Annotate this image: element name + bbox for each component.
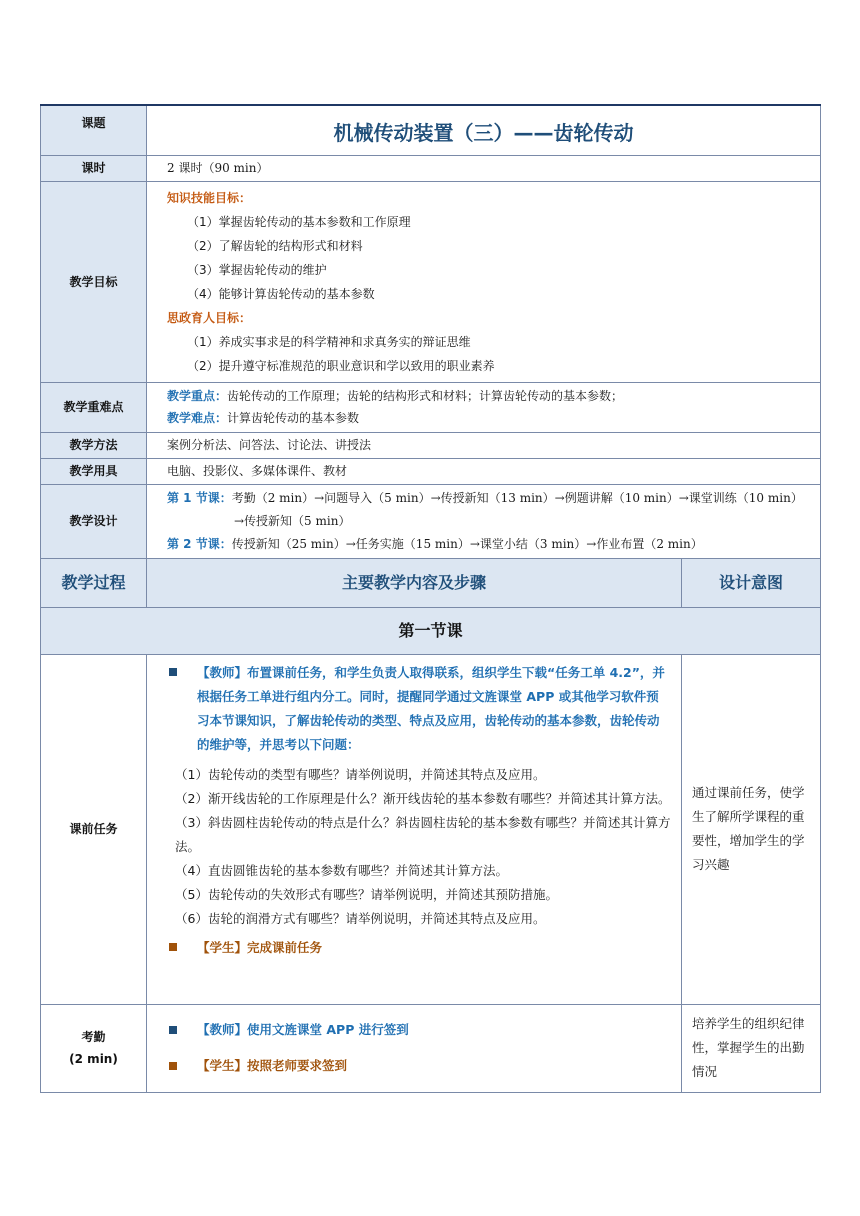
objectives-content xyxy=(147,181,821,382)
lesson-plan-table xyxy=(40,104,821,1093)
square-bullet-icon xyxy=(169,668,177,676)
pre-class-label: 课前任务 xyxy=(41,654,147,1004)
question-item: （1）齿轮传动的类型有哪些？请举例说明，并简述其特点及应用。 xyxy=(175,766,546,782)
lesson1-continuation: →传授新知（5 min） xyxy=(234,513,351,528)
question-item: （2）渐开线齿轮的工作原理是什么？渐开线齿轮的基本参数有哪些？并简述其计算方法。 xyxy=(175,790,671,806)
lesson1-text: 考勤（2 min）→问题导入（5 min）→传授新知（13 min）→例题讲解（10 min）→课堂训练（10 min） xyxy=(231,490,803,505)
pre-class-teacher-text: 【教师】布置课前任务，和学生负责人取得联系，组织学生下载“任务工单 4.2”，并根据任务工单进行组内分工。同时，提醒同学通过文旌课堂 APP 或其他学习软件预习本节课知识，了解齿轮传动的类型、特点及应用，齿轮传动的基本参数，齿轮传动的维护等，并思考以下问题： xyxy=(197,664,665,752)
pre-class-intent: 通过课前任务，使学生了解所学课程的重要性，增加学生的学习兴趣 xyxy=(682,654,821,1004)
knowledge-title: 知识技能目标： xyxy=(167,190,252,205)
attendance-teacher-text: 【教师】使用文旌课堂 APP 进行签到 xyxy=(197,1022,409,1037)
pre-class-content xyxy=(147,654,682,1004)
ideology-item: （2）提升遵守标准规范的职业意识和学以致用的职业素养 xyxy=(187,358,495,373)
lesson2-label: 第 2 节课： xyxy=(167,536,232,551)
pre-class-teacher xyxy=(155,661,671,757)
focus-label: 教学重点： xyxy=(167,389,228,403)
pre-class-student-text: 【学生】完成课前任务 xyxy=(197,939,323,955)
hours-value: 2 课时（90 min） xyxy=(147,155,821,181)
pre-class-student xyxy=(155,939,671,958)
question-item: （3）斜齿圆柱齿轮传动的特点是什么？斜齿圆柱齿轮的基本参数有哪些？并简述其计算方法。 xyxy=(175,814,671,854)
topic-label: 课题 xyxy=(41,105,147,155)
attendance-label: 考勤 xyxy=(81,1030,106,1044)
question-list xyxy=(155,763,671,931)
design-content xyxy=(147,484,821,558)
question-item: （6）齿轮的润滑方式有哪些？请举例说明，并简述其特点及应用。 xyxy=(175,910,546,926)
square-bullet-icon xyxy=(169,1026,177,1034)
methods-value: 案例分析法、问答法、讨论法、讲授法 xyxy=(147,432,821,458)
lesson-plan xyxy=(40,104,820,1093)
difficulty-text: 计算齿轮传动的基本参数 xyxy=(227,411,360,425)
knowledge-item: （2）了解齿轮的结构形式和材料 xyxy=(187,238,363,253)
knowledge-item: （1）掌握齿轮传动的基本参数和工作原理 xyxy=(187,214,411,229)
lesson2-text: 传授新知（25 min）→任务实施（15 min）→课堂小结（3 min）→作业布置（2 min） xyxy=(231,536,703,551)
section-title: 第一节课 xyxy=(41,607,821,654)
tools-value: 电脑、投影仪、多媒体课件、教材 xyxy=(147,458,821,484)
objectives-label: 教学目标 xyxy=(41,181,147,382)
hours-label: 课时 xyxy=(41,155,147,181)
square-bullet-icon xyxy=(169,943,177,951)
question-item: （5）齿轮传动的失效形式有哪些？请举例说明，并简述其预防措施。 xyxy=(175,886,558,902)
key-points-content xyxy=(147,382,821,432)
design-label: 教学设计 xyxy=(41,484,147,558)
knowledge-item: （4）能够计算齿轮传动的基本参数 xyxy=(187,286,375,301)
tools-label: 教学用具 xyxy=(41,458,147,484)
attendance-student-text: 【学生】按照老师要求签到 xyxy=(197,1058,348,1073)
page-title: 机械传动装置（三）——齿轮传动 xyxy=(147,105,821,155)
content-col-header: 主要教学内容及步骤 xyxy=(147,558,682,607)
methods-label: 教学方法 xyxy=(41,432,147,458)
process-col-header: 教学过程 xyxy=(41,558,147,607)
attendance-duration: (2 min) xyxy=(69,1052,118,1066)
difficulty-label: 教学难点： xyxy=(167,411,228,425)
question-item: （4）直齿圆锥齿轮的基本参数有哪些？并简述其计算方法。 xyxy=(175,862,508,878)
attendance-label-cell xyxy=(41,1004,147,1092)
ideology-item: （1）养成实事求是的科学精神和求真务实的辩证思维 xyxy=(187,334,471,349)
attendance-teacher xyxy=(169,1012,671,1048)
ideology-title: 思政育人目标： xyxy=(167,310,252,325)
focus-text: 齿轮传动的工作原理；齿轮的结构形式和材料；计算齿轮传动的基本参数； xyxy=(227,389,624,403)
knowledge-item: （3）掌握齿轮传动的维护 xyxy=(187,262,327,277)
key-points-label: 教学重难点 xyxy=(41,382,147,432)
attendance-intent: 培养学生的组织纪律性，掌握学生的出勤情况 xyxy=(682,1004,821,1092)
lesson1-label: 第 1 节课： xyxy=(167,490,232,505)
attendance-content xyxy=(147,1004,682,1092)
intent-col-header: 设计意图 xyxy=(682,558,821,607)
square-bullet-icon xyxy=(169,1062,177,1070)
attendance-student xyxy=(169,1048,671,1084)
